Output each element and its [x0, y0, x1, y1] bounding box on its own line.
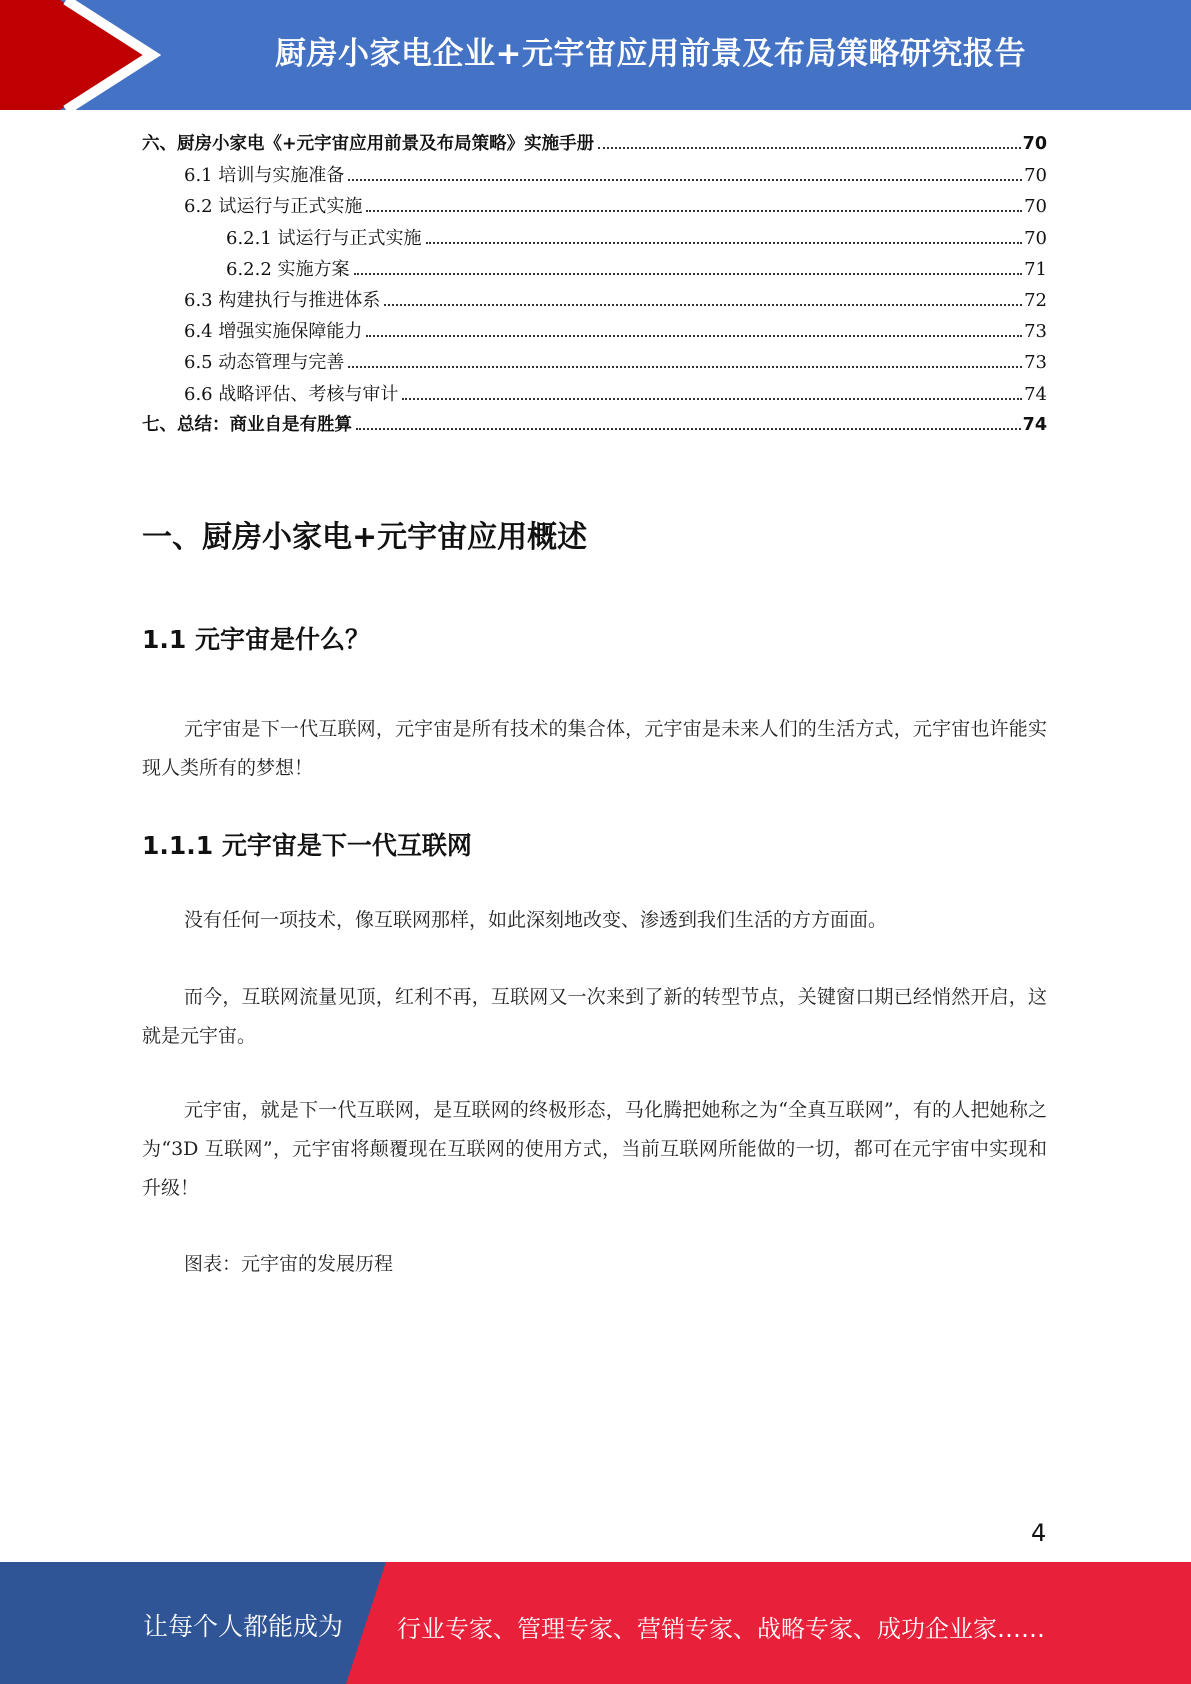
toc-dot-leader — [348, 365, 1022, 368]
toc-entry-title: 6.5 动态管理与完善 — [184, 352, 345, 374]
toc-entry-title: 七、总结：商业自是有胜算 — [142, 414, 352, 435]
section-heading: 1.1 元宇宙是什么？ — [142, 625, 370, 654]
toc-dot-leader — [402, 397, 1022, 400]
toc-entry-title: 6.4 增强实施保障能力 — [184, 321, 363, 343]
toc-entry-page: 70 — [1024, 227, 1047, 249]
toc-entry-page: 74 — [1024, 383, 1047, 405]
toc-entry[interactable] — [142, 411, 1047, 442]
figure-caption: 图表：元宇宙的发展历程 — [184, 1253, 394, 1275]
page-header — [0, 0, 1191, 110]
toc-entry[interactable] — [142, 161, 1047, 192]
chapter-heading: 一、厨房小家电+元宇宙应用概述 — [142, 520, 588, 555]
toc-dot-leader — [348, 178, 1022, 181]
toc-entry-title: 6.2 试运行与正式实施 — [184, 196, 363, 218]
toc-entry-title: 6.6 战略评估、考核与审计 — [184, 383, 399, 405]
footer-slogan-right: 行业专家、管理专家、营销专家、战略专家、成功企业家…… — [397, 1615, 1045, 1643]
toc-dot-leader — [354, 272, 1023, 275]
paragraph-internet: 没有任何一项技术，像互联网那样，如此深刻地改变、渗透到我们生活的方方面面。 — [184, 909, 888, 931]
toc-entry-page: 71 — [1024, 258, 1047, 280]
toc-entry-page: 73 — [1024, 352, 1047, 374]
toc-entry-page: 70 — [1022, 134, 1047, 154]
toc-entry[interactable] — [142, 224, 1047, 255]
page-number: 4 — [1031, 1519, 1047, 1547]
toc-entry-title: 六、厨房小家电《+元宇宙应用前景及布局策略》实施手册 — [142, 134, 595, 154]
toc-entry[interactable] — [142, 348, 1047, 379]
paragraph-metaverse: 元宇宙，就是下一代互联网，是互联网的终极形态，马化腾把她称之为“全真互联网”，有的人把她称之为“3D 互联网”，元宇宙将颠覆现在互联网的使用方式，当前互联网所能做的一切，都可在元宇宙中实现和升级！ — [142, 1099, 1047, 1199]
report-title: 厨房小家电企业+元宇宙应用前景及布局策略研究报告 — [275, 36, 1026, 72]
toc-entry-page: 73 — [1024, 321, 1047, 343]
toc-entry-page: 74 — [1022, 414, 1047, 435]
toc-entry[interactable] — [142, 192, 1047, 223]
footer-slogan-left: 让每个人都能成为 — [143, 1612, 344, 1641]
toc-dot-leader — [366, 334, 1022, 337]
toc-dot-leader — [366, 209, 1022, 212]
toc-entry-page: 70 — [1024, 165, 1047, 187]
toc-entry-page: 70 — [1024, 196, 1047, 218]
paragraph-intro: 元宇宙是下一代互联网，元宇宙是所有技术的集合体，元宇宙是未来人们的生活方式，元宇宙也许能实现人类所有的梦想！ — [142, 718, 1047, 779]
header-red-arrow — [0, 0, 145, 110]
table-of-contents — [142, 130, 1047, 442]
toc-dot-leader — [598, 146, 1020, 149]
toc-dot-leader — [384, 303, 1022, 306]
toc-entry[interactable] — [142, 286, 1047, 317]
toc-entry-title: 6.3 构建执行与推进体系 — [184, 289, 381, 311]
toc-entry[interactable] — [142, 380, 1047, 411]
toc-entry-title: 6.2.1 试运行与正式实施 — [226, 227, 422, 249]
toc-dot-leader — [426, 241, 1023, 244]
page-footer — [0, 1562, 1191, 1684]
toc-entry[interactable] — [142, 317, 1047, 348]
toc-dot-leader — [356, 427, 1021, 430]
paragraph-transition: 而今，互联网流量见顶，红利不再，互联网又一次来到了新的转型节点，关键窗口期已经悄然开启，这就是元宇宙。 — [142, 986, 1047, 1047]
subsection-heading: 1.1.1 元宇宙是下一代互联网 — [142, 831, 472, 860]
toc-entry-title: 6.2.2 实施方案 — [226, 258, 350, 280]
toc-entry-page: 72 — [1024, 289, 1047, 311]
toc-entry-title: 6.1 培训与实施准备 — [184, 165, 345, 187]
toc-entry[interactable] — [142, 255, 1047, 286]
toc-entry[interactable] — [142, 130, 1047, 161]
